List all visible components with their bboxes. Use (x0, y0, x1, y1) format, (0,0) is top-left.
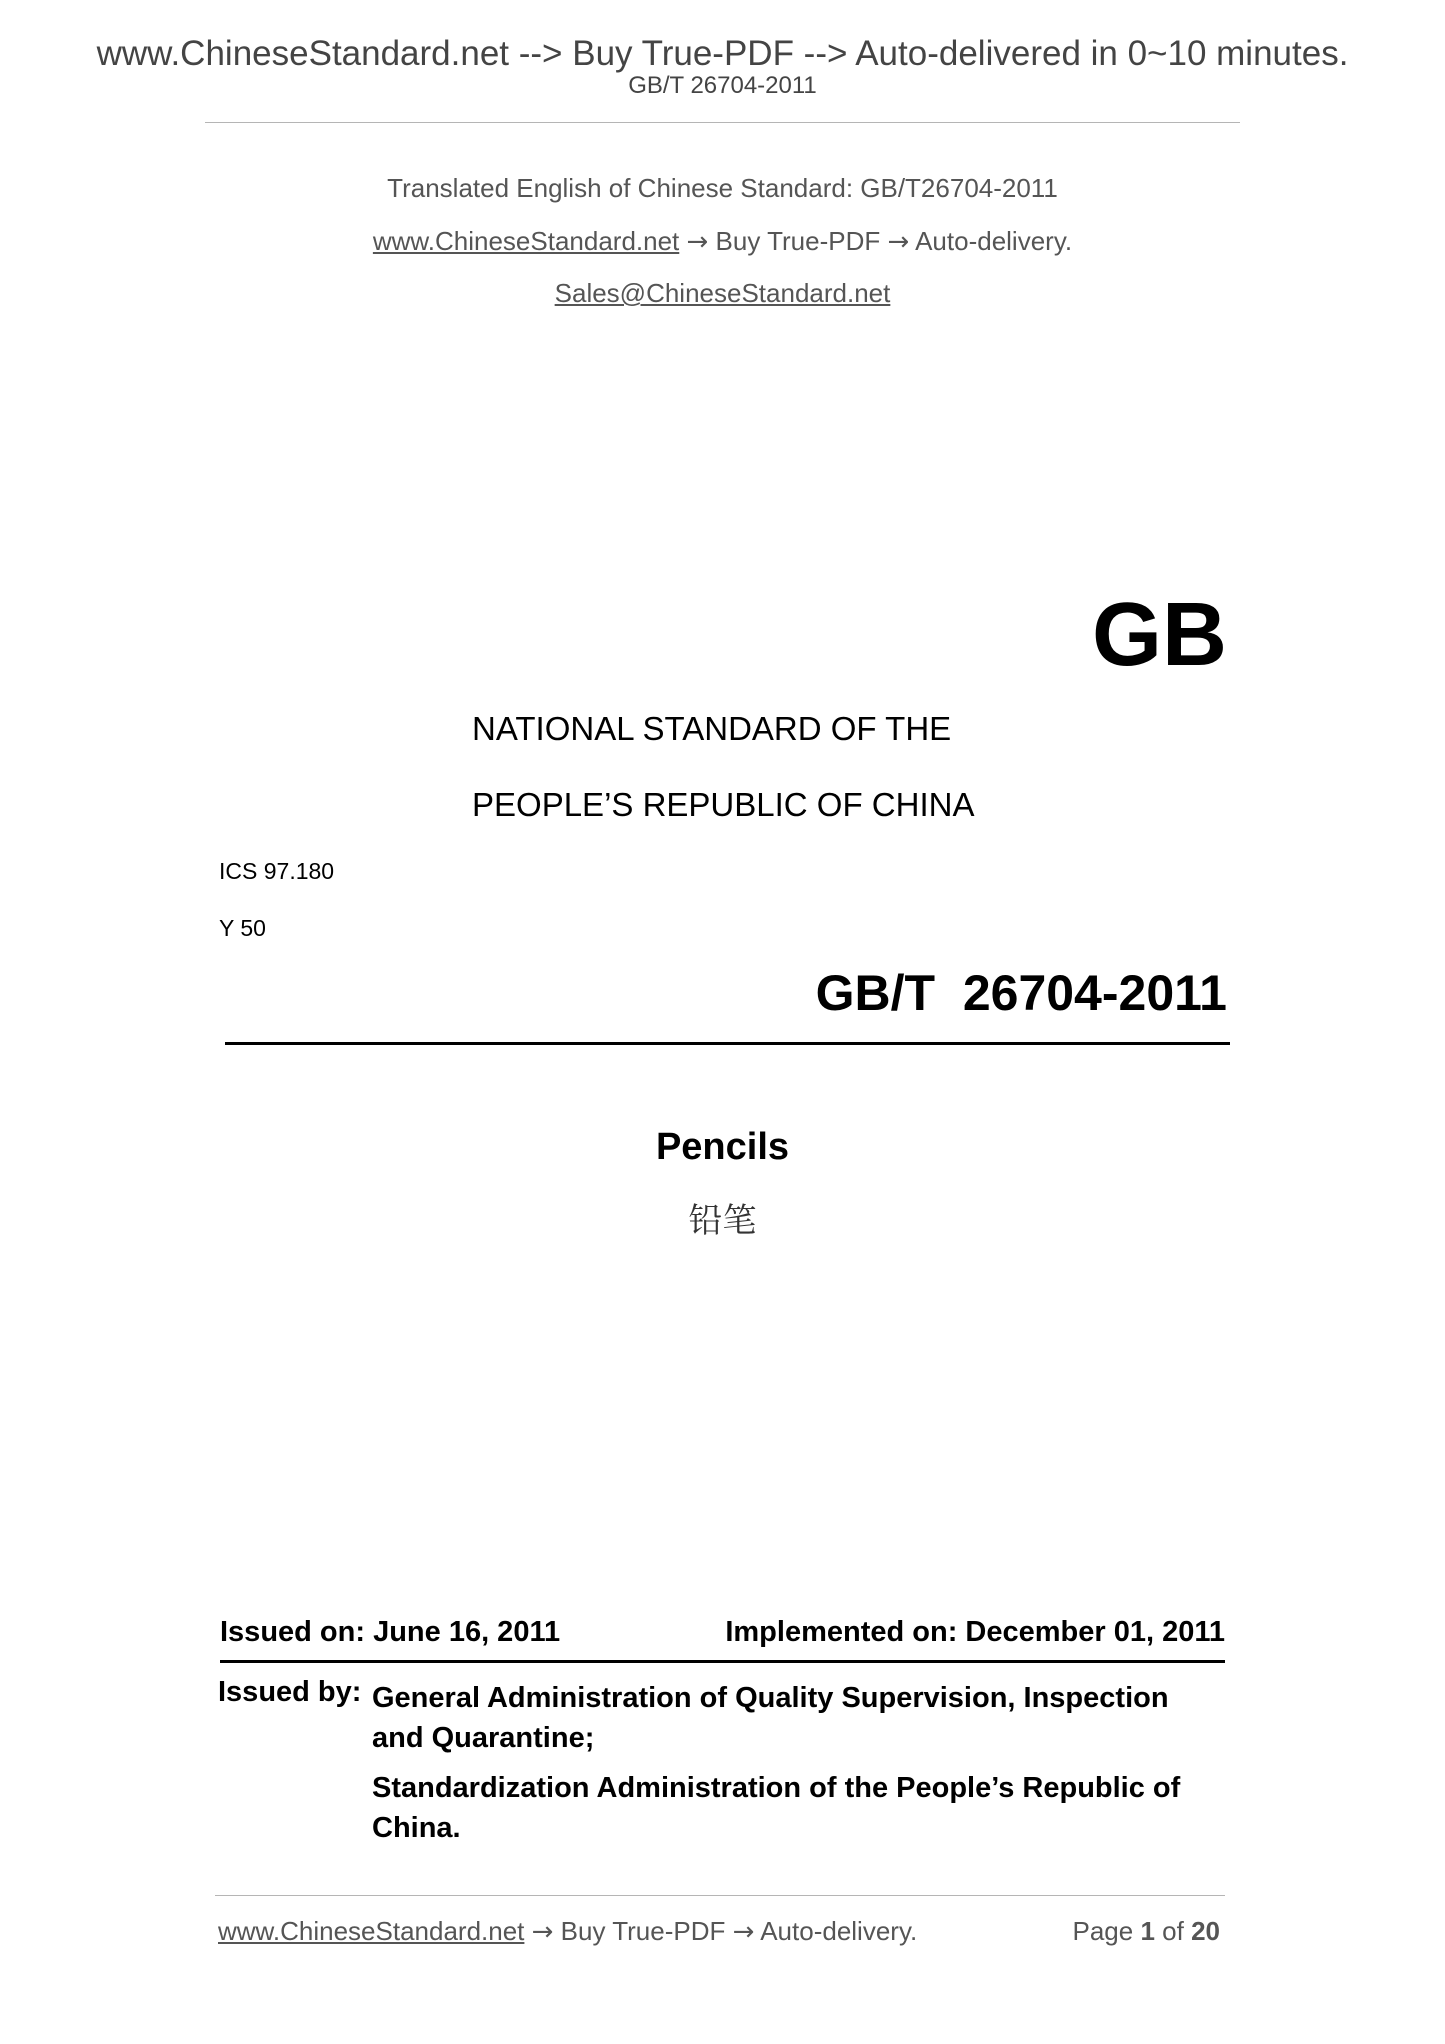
national-standard-line-2: PEOPLE’S REPUBLIC OF CHINA (472, 786, 975, 823)
arrow-right-icon: → (887, 227, 910, 257)
footer-links (218, 1918, 917, 1945)
standard-divider (225, 1042, 1230, 1045)
footer-divider (215, 1895, 1225, 1896)
delivery-text: Auto-delivery. (915, 226, 1073, 256)
footer-buy-text: Buy True-PDF (560, 1916, 726, 1946)
arrow-right-icon: → (732, 1917, 755, 1947)
arrow-right-icon: → (686, 227, 709, 257)
issuer-1: General Administration of Quality Supervision, Inspection and Quarantine; (372, 1682, 1169, 1754)
translated-line: Translated English of Chinese Standard: GB/T26704-2011 (387, 173, 1058, 203)
page-total: 20 (1191, 1916, 1220, 1946)
page-indicator (1072, 1918, 1220, 1944)
email-link[interactable]: Sales@ChineseStandard.net (554, 278, 891, 308)
email-line (0, 280, 1445, 306)
header-doc-code: GB/T 26704-2011 (628, 72, 817, 99)
buy-text: Buy True-PDF (715, 226, 881, 256)
page-of: of (1162, 1916, 1184, 1946)
site-line (0, 228, 1445, 255)
issued-on-date: Issued on: June 16, 2011 (220, 1616, 561, 1648)
gb-mark: GB (1092, 585, 1227, 685)
footer-delivery-text: Auto-delivery. (760, 1916, 918, 1946)
site-link[interactable]: www.ChineseStandard.net (372, 226, 680, 256)
ics-code: ICS 97.180 (219, 858, 335, 884)
title-chinese: 铅笔 (688, 1201, 757, 1241)
issuer-2: Standardization Administration of the People’s Republic of China. (372, 1772, 1181, 1844)
implemented-on-date: Implemented on: December 01, 2011 (725, 1616, 1225, 1648)
page-current: 1 (1140, 1916, 1155, 1946)
header-divider (205, 122, 1240, 123)
arrow-right-icon: → (531, 1917, 554, 1947)
national-standard-line-1: NATIONAL STANDARD OF THE (472, 710, 952, 747)
issued-by-label: Issued by: (218, 1676, 362, 1708)
top-banner: www.ChineseStandard.net --> Buy True-PDF --> Auto-delivered in 0~10 minutes. (96, 34, 1349, 73)
classification-code: Y 50 (219, 915, 266, 941)
page-label: Page (1072, 1916, 1134, 1946)
standard-number: GB/T 26704-2011 (815, 965, 1227, 1021)
footer-site-link[interactable]: www.ChineseStandard.net (218, 1916, 525, 1946)
dates-divider (220, 1660, 1225, 1663)
title-english: Pencils (655, 1126, 790, 1168)
